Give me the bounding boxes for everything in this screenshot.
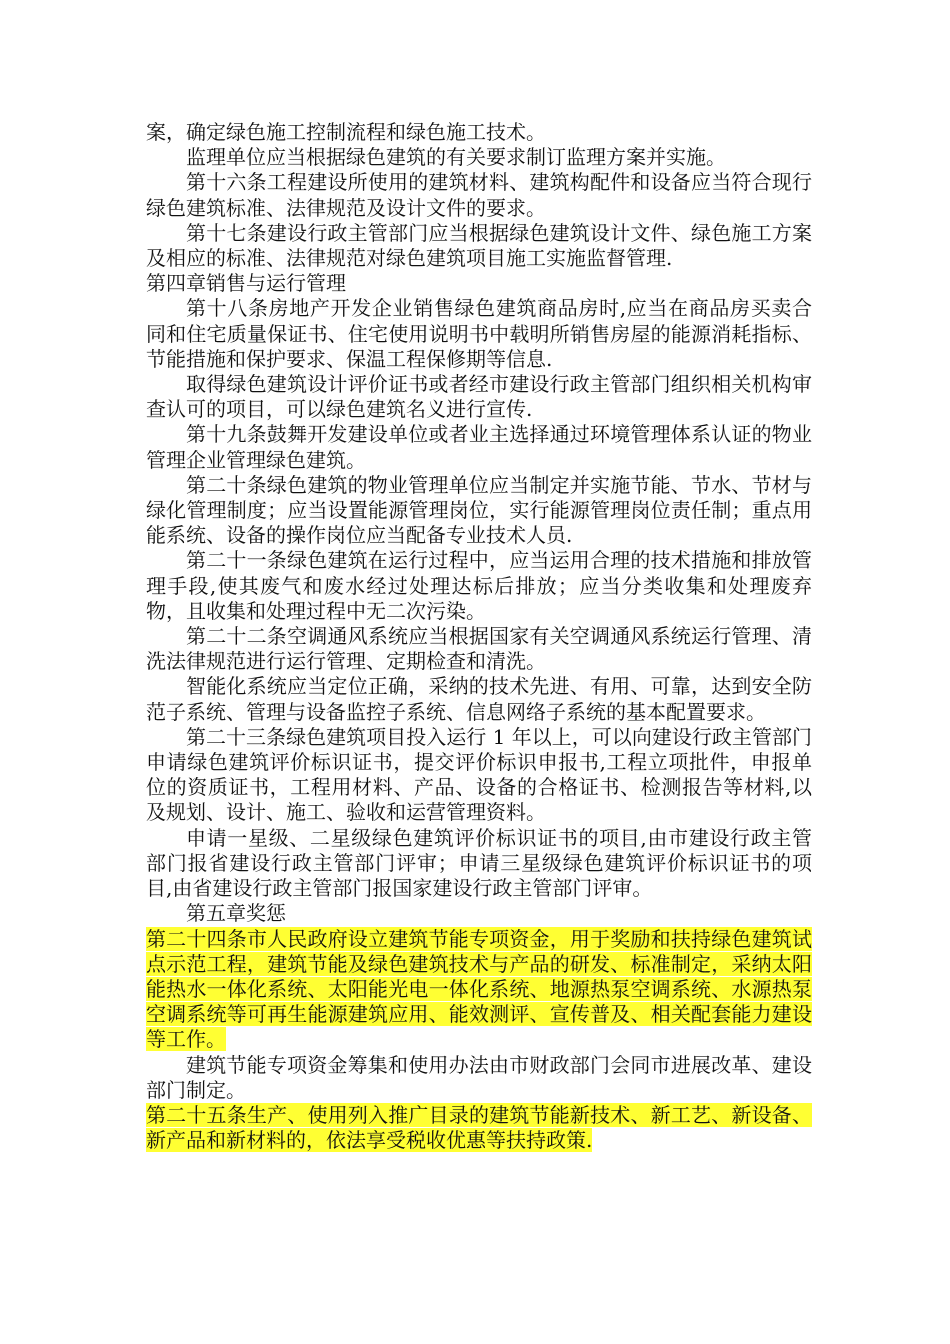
paragraph-text: 第十八条房地产开发企业销售绿色建筑商品房时,应当在商品房买卖合同和住宅质量保证书、住宅使用说明书中载明所销售房屋的能源消耗指标、节能措施和保护要求、保温工程保修期等信息.	[146, 296, 812, 371]
paragraph-12	[146, 674, 812, 724]
article-19	[146, 422, 812, 472]
paragraph-text: 第二十二条空调通风系统应当根据国家有关空调通风系统运行管理、清洗法律规范进行运行管理、定期检查和清洗。	[146, 624, 812, 674]
paragraph-7	[146, 372, 812, 422]
highlighted-text: 第二十四条市人民政府设立建筑节能专项资金，用于奖励和扶持绿色建筑试点示范工程，建筑节能及绿色建筑技术与产品的研发、标准制定，采纳太阳能热水一体化系统、太阳能光电一体化系统、地源热泵空调系统、水源热泵空调系统等可再生能源建筑应用、能效测评、宣传普及、相关配套能力建设等工作。	[146, 926, 812, 1052]
paragraph-text: 第十九条鼓舞开发建设单位或者业主选择通过环境管理体系认证的物业管理企业管理绿色建筑。	[146, 422, 812, 472]
heading-text: 第五章奖惩	[186, 901, 286, 926]
paragraph-2	[146, 145, 812, 170]
paragraph-text: 取得绿色建筑设计评价证书或者经市建设行政主管部门组织相关机构审查认可的项目，可以绿色建筑名义进行宣传.	[146, 372, 812, 422]
article-17	[146, 221, 812, 271]
paragraph-1	[146, 120, 812, 145]
chapter-5-heading	[146, 901, 812, 926]
paragraph-text: 第十七条建设行政主管部门应当根据绿色建筑设计文件、绿色施工方案及相应的标准、法律规范对绿色建筑项目施工实施监督管理.	[146, 220, 812, 271]
paragraph-text: 第二十一条绿色建筑在运行过程中，应当运用合理的技术措施和排放管理手段,使其废气和废水经过处理达标后排放；应当分类收集和处理废弃物，且收集和处理过程中无二次污染。	[146, 548, 812, 623]
paragraph-text: 第二十条绿色建筑的物业管理单位应当制定并实施节能、节水、节材与绿化管理制度；应当设置能源管理岗位，实行能源管理岗位责任制；重点用能系统、设备的操作岗位应当配备专业技术人员.	[146, 472, 812, 548]
paragraph-text: 第十六条工程建设所使用的建筑材料、建筑构配件和设备应当符合现行绿色建筑标准、法律规范及设计文件的要求。	[146, 170, 812, 220]
article-21	[146, 548, 812, 624]
article-24-highlighted	[146, 927, 812, 1053]
paragraph-text: 建筑节能专项资金筹集和使用办法由市财政部门会同市进展改革、建设部门制定。	[146, 1052, 812, 1102]
paragraph-text: 监理单位应当根据绿色建筑的有关要求制订监理方案并实施。	[186, 145, 726, 170]
paragraph-17	[146, 1053, 812, 1103]
highlighted-text: 第二十五条生产、使用列入推广目录的建筑节能新技术、新工艺、新设备、新产品和新材料的，依法享受税收优惠等扶持政策.	[146, 1102, 812, 1153]
article-25-highlighted	[146, 1103, 812, 1153]
heading-text: 第四章销售与运行管理	[146, 271, 346, 296]
paragraph-text: 第二十三条绿色建筑项目投入运行 1 年以上，可以向建设行政主管部门申请绿色建筑评价标识证书，提交评价标识申报书,工程立项批件，申报单位的资质证书，工程用材料、产品、设备的合格证书、检测报告等材料,以及规划、设计、施工、验收和运营管理资料。	[146, 724, 812, 825]
paragraph-text: 智能化系统应当定位正确，采纳的技术先进、有用、可靠，达到安全防范子系统、管理与设备监控子系统、信息网络子系统的基本配置要求。	[146, 674, 812, 724]
paragraph-text: 申请一星级、二星级绿色建筑评价标识证书的项目,由市建设行政主管部门报省建设行政主管部门评审；申请三星级绿色建筑评价标识证书的项目,由省建设行政主管部门报国家建设行政主管部门评审。	[146, 825, 812, 901]
article-16	[146, 170, 812, 220]
article-22	[146, 624, 812, 674]
document-page	[146, 120, 812, 1153]
chapter-4-heading	[146, 271, 812, 296]
article-20	[146, 473, 812, 549]
article-23	[146, 725, 812, 826]
paragraph-text: 案，确定绿色施工控制流程和绿色施工技术。	[146, 120, 546, 144]
paragraph-14	[146, 826, 812, 902]
article-18	[146, 296, 812, 372]
